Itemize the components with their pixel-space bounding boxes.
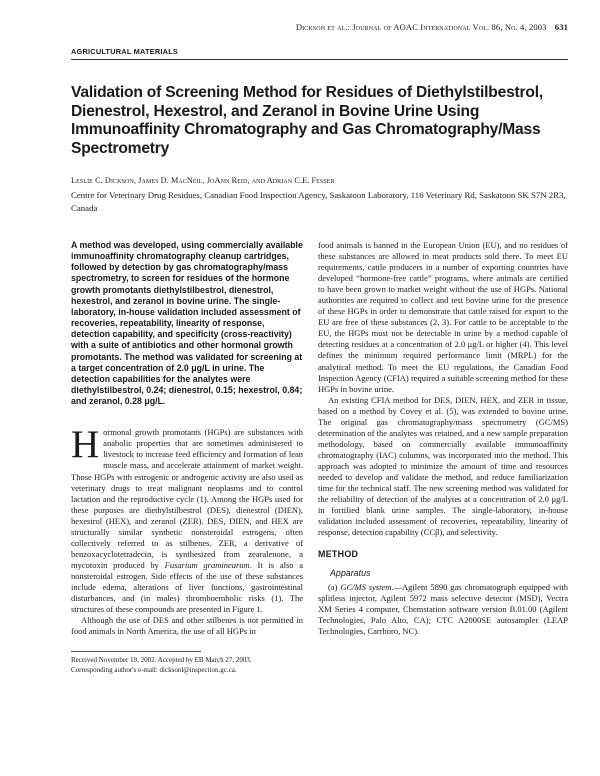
left-column	[71, 240, 303, 675]
apparatus-section	[318, 582, 568, 637]
author-affiliation: Centre for Veterinary Drug Residues, Canadian Food Inspection Agency, Saskatoon Laboratory, 116 Veterinary Rd, Saskatoon SK S7N 2R3, Canada	[71, 190, 566, 213]
right-paragraph-1: food animals is banned in the European Union (EU), and no residues of these substances are allowed in meat products sold there. To meet EU requirements, cattle producers in a number of exporting countries have developed “hormone-free cattle” programs, where animals are certified to have been grown to market weight without the use of HGPs. National authorities are required to collect and test bovine urine for the presence of these HGPs in order to demonstrate that cattle raised for export to the EU are free of these substances (2, 3). For cattle to be acceptable to the EU, the HGPs must not be detectable in urine by a method capable of detecting residues at a concentration of 2.0 μg/L or higher (4). This level defines the minimum required performance limit (MRPL) for the analytical method. To meet the EU regulations, the Canadian Food Inspection Agency (CFIA) required a suitable screening method for these HGPs in bovine urine.	[318, 240, 568, 394]
right-column	[318, 240, 568, 638]
running-head	[296, 22, 568, 32]
corresponding-author-email: Corresponding author's e-mail: dicksonl@inspection.gc.ca.	[71, 665, 237, 674]
apparatus-item-a	[318, 582, 568, 637]
intro-p1-text: ormonal growth promotants (HGPs) are substances with anabolic properties that are sometimes administered to livestock to increase feed efficiency and formation of lean muscle mass, and accelerate attainment of market weight. Those HGPs with estrogenic or androgenic activity are also used as veterinary drugs to treat malignant neoplasms and to control lactation and the reproductive cycle (1). Among the HGPs used for these purposes are diethylstilbestrol (DES), dienestrol (DIEN), hexestrol (HEX), and zeranol (ZER). DES, DIEN, and HEX are structurally similar synthetic nonsteroidal estrogens, often collectively referred to as stilbenes. ZER, a derivative of benzoxacyclotetradecin, is synthesized from zearalenone, a mycotoxin produced by	[71, 427, 303, 570]
section-label: AGRICULTURAL MATERIALS	[71, 47, 179, 56]
footnote-divider	[71, 651, 201, 652]
right-column-text	[318, 240, 568, 538]
introduction	[71, 423, 304, 637]
right-paragraph-2: An existing CFIA method for DES, DIEN, HEX, and ZER in tissue, based on a method by Covey et al. (5), was extended to bovine urine. The original gas chromatography/mass spectrometry (GC/MS) determination of the analytes was retained, and a new sample preparation methodology, based on commercially available immunoaffinity chromatography (IAC) columns, was incorporated into the method. This approach was adopted to minimize the amount of time and resources needed to develop and validate the method, and reduce familiarization time for the technical staff. The new screening method was validated for the reliability of detection of the analytes at a concentration of 2.0 μg/L in fortified blank urine samples. The single-laboratory, in-house validation included assessment of recoveries, repeatability, linearity of response, detection capability (CCβ), and selectivity.	[318, 394, 568, 538]
apparatus-text: .—Agilent 5890 gas chromatograph equipped with splitless injector, Agilent 5972 mass selective detector (MSD), Vectra XM Series 4 computer, Chemstation software version B.01.00 (Agilent Technologies, Palo Alto, CA); CTC A2000SE autosampler (LEAP Technologies, Carrboro, NC).	[318, 582, 568, 637]
header-divider	[71, 59, 568, 60]
author-list: Leslie C. Dickson, James D. MacNeil, JoAnn Reid, and Adrian C.E. Fesser	[71, 176, 335, 185]
footnote	[71, 656, 303, 675]
article-title: Validation of Screening Method for Residues of Diethylstilbestrol, Dienestrol, Hexestrol, and Zeranol in Bovine Urine Using Immunoaffinity Chromatography and Gas Chromatography/Mass Spectrometry	[71, 84, 544, 157]
apparatus-lead: GC/MS system	[340, 582, 392, 593]
species-name: Fusarium graminearum	[164, 559, 250, 570]
apparatus-marker: (a)	[328, 582, 341, 593]
intro-paragraph-2: Although the use of DES and other stilbenes is not permitted in food animals in North America, the use of all HGPs in	[71, 615, 303, 637]
page-number: 631	[554, 22, 568, 32]
intro-p1-end: . It is also a nonsteroidal estrogen. Side effects of the use of these substances include edema, alterations of liver functions, gastrointestinal disturbances, and (in males) thromboembolic risks (1). The structures of these compounds are presented in Figure 1.	[71, 559, 304, 615]
method-heading: METHOD	[318, 549, 359, 560]
received-dates: Received November 19, 2002. Accepted by EB March 27, 2003.	[71, 656, 252, 665]
drop-cap: H	[71, 423, 100, 467]
apparatus-heading: Apparatus	[330, 568, 371, 579]
running-head-citation: Dickson et al.: Journal of AOAC International Vol. 86, No. 4, 2003	[295, 22, 547, 32]
intro-paragraph-1	[71, 423, 304, 615]
abstract: A method was developed, using commercially available immunoaffinity chromatography cleanup cartridges, followed by detection by gas chromatography/mass spectrometry, to screen for residues of the hormone growth promotants diethylstilbestrol, dienestrol, hexestrol, and zeranol in bovine urine. The single-laboratory, in-house validation included assessment of recoveries, repeatability, linearity of response, detection capability, and specificity (cross-reactivity) with a suite of antibiotics and other hormonal growth promotants. The method was validated for screening at a target concentration of 2.0 μg/L in urine. The detection capabilities for the analytes were diethylstilbestrol, 0.24; dienestrol, 0.15; hexestrol, 0.84; and zeranol, 0.28 μg/L.	[71, 240, 303, 407]
